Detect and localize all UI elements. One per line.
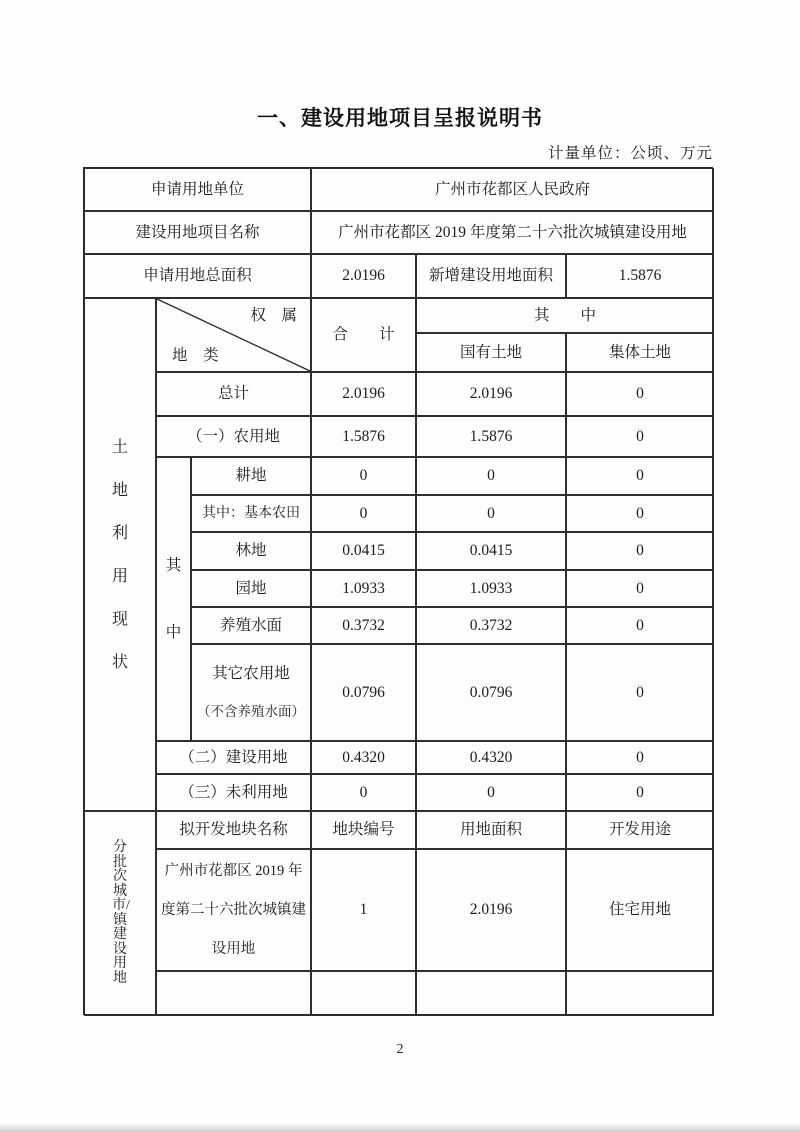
batch-empty-name xyxy=(156,971,311,1016)
report-table xyxy=(83,167,713,1015)
column-header-collective-land: 集体土地 xyxy=(566,333,714,372)
batch-empty-use xyxy=(566,971,714,1016)
row-cultivated-collective: 0 xyxy=(566,457,714,495)
page-title: 一、建设用地项目呈报说明书 xyxy=(257,107,543,130)
row-unused-label: （三）未利用地 xyxy=(156,774,311,811)
land-use-section-label xyxy=(84,298,156,811)
row-other-farmland-label-main: 其它农用地 xyxy=(212,665,290,683)
column-header-state-land: 国有土地 xyxy=(416,333,566,372)
total-area-label: 申请用地总面积 xyxy=(84,254,311,298)
row-total-state: 2.0196 xyxy=(416,372,566,416)
row-other-farmland-label-note: （不含养殖水面） xyxy=(197,703,305,719)
applicant-label: 申请用地单位 xyxy=(84,168,311,211)
diagonal-label-ownership: 权 属 xyxy=(250,307,297,324)
project-name-label: 建设用地项目名称 xyxy=(84,211,311,254)
row-forest-collective: 0 xyxy=(566,532,714,570)
among-vertical-label xyxy=(156,457,191,741)
row-basic-farmland-collective: 0 xyxy=(566,495,714,532)
row-forest-label: 林地 xyxy=(191,532,311,570)
row-farmland-sum: 1.5876 xyxy=(311,416,416,457)
row-unused-collective: 0 xyxy=(566,774,714,811)
batch-section-label-text: 分批次城市/镇建设用地 xyxy=(112,840,130,986)
column-header-total: 合 计 xyxy=(311,298,416,372)
row-aquaculture-label: 养殖水面 xyxy=(191,607,311,644)
project-name-value: 广州市花都区 2019 年度第二十六批次城镇建设用地 xyxy=(311,211,714,254)
applicant-value: 广州市花都区人民政府 xyxy=(311,168,714,211)
row-construction-state: 0.4320 xyxy=(416,741,566,774)
row-garden-label: 园地 xyxy=(191,570,311,607)
land-use-section-label-text: 土地利用现状 xyxy=(111,438,128,671)
row-construction-label: （二）建设用地 xyxy=(156,741,311,774)
page-number: 2 xyxy=(396,1042,404,1057)
row-total-sum: 2.0196 xyxy=(311,372,416,416)
row-total-label: 总计 xyxy=(156,372,311,416)
row-other-farmland-collective: 0 xyxy=(566,644,714,741)
row-cultivated-sum: 0 xyxy=(311,457,416,495)
among-char-top: 其 xyxy=(165,556,182,574)
row-garden-sum: 1.0933 xyxy=(311,570,416,607)
batch-empty-no xyxy=(311,971,416,1016)
column-header-among: 其 中 xyxy=(416,298,714,333)
row-forest-sum: 0.0415 xyxy=(311,532,416,570)
row-total-collective: 0 xyxy=(566,372,714,416)
row-construction-collective: 0 xyxy=(566,741,714,774)
row-other-farmland-label xyxy=(191,644,311,741)
batch-section-label xyxy=(84,811,156,1016)
batch-col-no: 地块编号 xyxy=(311,811,416,849)
unit-note: 计量单位：公顷、万元 xyxy=(547,145,713,162)
new-area-value: 1.5876 xyxy=(566,254,714,298)
row-forest-state: 0.0415 xyxy=(416,532,566,570)
diagonal-header-cell xyxy=(156,298,311,372)
row-basic-farmland-label: 其中：基本农田 xyxy=(191,495,311,532)
row-garden-state: 1.0933 xyxy=(416,570,566,607)
row-construction-sum: 0.4320 xyxy=(311,741,416,774)
batch-empty-area xyxy=(416,971,566,1016)
row-farmland-state: 1.5876 xyxy=(416,416,566,457)
batch-row-no: 1 xyxy=(311,849,416,971)
row-basic-farmland-state: 0 xyxy=(416,495,566,532)
row-unused-sum: 0 xyxy=(311,774,416,811)
batch-col-area: 用地面积 xyxy=(416,811,566,849)
among-char-bottom: 中 xyxy=(165,624,182,641)
row-aquaculture-sum: 0.3732 xyxy=(311,607,416,644)
scan-bottom-shade xyxy=(0,1123,800,1132)
row-unused-state: 0 xyxy=(416,774,566,811)
batch-col-use: 开发用途 xyxy=(566,811,714,849)
row-basic-farmland-sum: 0 xyxy=(311,495,416,532)
new-area-label: 新增建设用地面积 xyxy=(416,254,566,298)
row-aquaculture-state: 0.3732 xyxy=(416,607,566,644)
batch-col-name: 拟开发地块名称 xyxy=(156,811,311,849)
row-garden-collective: 0 xyxy=(566,570,714,607)
batch-row-area: 2.0196 xyxy=(416,849,566,971)
row-cultivated-state: 0 xyxy=(416,457,566,495)
row-farmland-collective: 0 xyxy=(566,416,714,457)
row-other-farmland-state: 0.0796 xyxy=(416,644,566,741)
row-farmland-label: （一）农用地 xyxy=(156,416,311,457)
diagonal-label-landtype: 地 类 xyxy=(172,346,219,364)
batch-row-use: 住宅用地 xyxy=(566,849,714,971)
total-area-value: 2.0196 xyxy=(311,254,416,298)
batch-row-name: 广州市花都区 2019 年度第二十六批次城镇建设用地 xyxy=(156,849,311,971)
row-other-farmland-sum: 0.0796 xyxy=(311,644,416,741)
row-cultivated-label: 耕地 xyxy=(191,457,311,495)
row-aquaculture-collective: 0 xyxy=(566,607,714,644)
